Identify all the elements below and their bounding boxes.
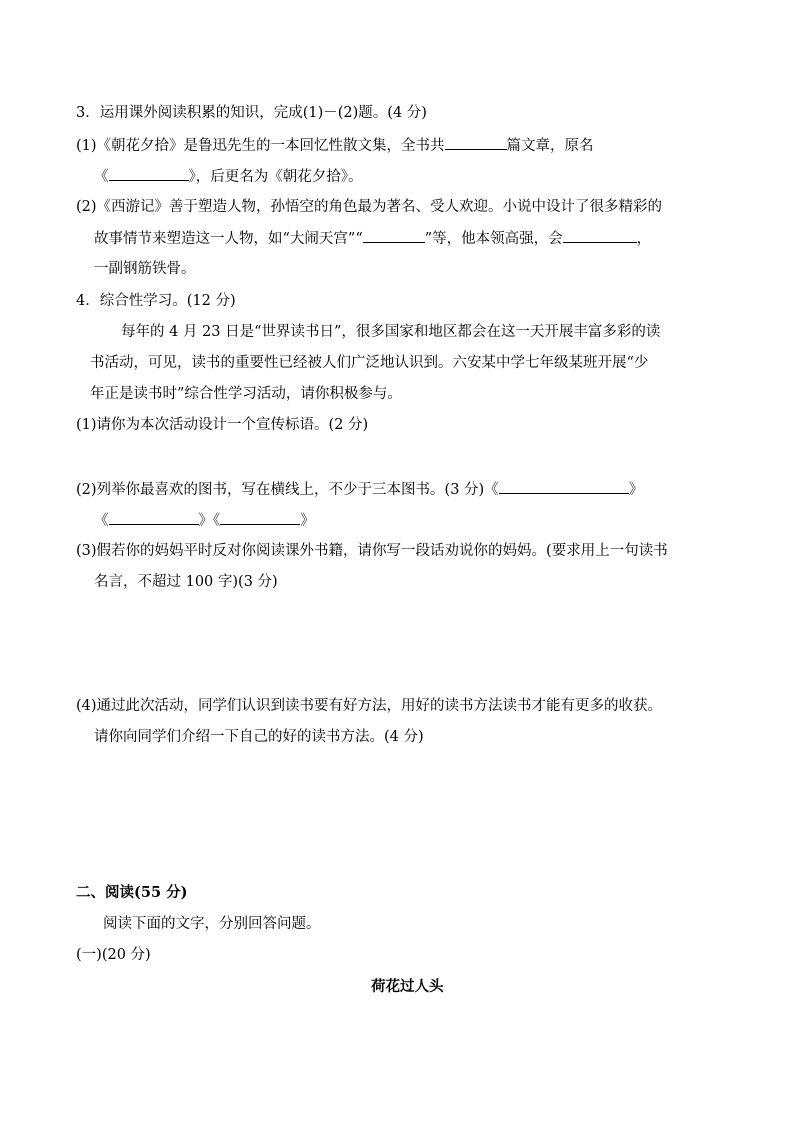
question-4-intro-line-3: 年正是读书时”综合性学习活动，请你积极参与。: [90, 386, 402, 402]
question-4-intro-line-1: 每年的 4 月 23 日是“世界读书日”，很多国家和地区都会在这一天开展丰富多彩的读: [121, 324, 661, 340]
question-4-part-4-line-2: 请你向同学们介绍一下自己的好的读书方法。(4 分): [94, 729, 424, 745]
question-3-part-1-line-1: [76, 135, 594, 156]
question-3-part-2-line-3: 一副钢筋铁骨。: [94, 261, 196, 277]
text: 》，后更名为《朝花夕拾》。: [188, 169, 363, 185]
article-title: 荷花过人头: [371, 978, 444, 995]
book-blank-1[interactable]: [499, 479, 629, 494]
section-2-title: 二、阅读(55 分): [76, 884, 188, 901]
fill-blank[interactable]: [363, 228, 425, 243]
question-4-part-2-line-2: [94, 510, 315, 531]
text: ”等，他本领高强，会: [424, 231, 563, 247]
fill-blank[interactable]: [109, 166, 189, 181]
section-2-instruction: 阅读下面的文字，分别回答问题。: [103, 916, 321, 932]
text: 《: [94, 169, 109, 185]
text: (2)列举你最喜欢的图书，写在横线上，不少于三本图书。(3 分)《: [76, 482, 499, 498]
book-blank-2[interactable]: [109, 510, 199, 525]
question-4-part-3-line-2: 名言，不超过 100 字)(3 分): [94, 574, 278, 590]
question-3-part-2-line-2: [94, 228, 651, 249]
question-4-part-2-line-1: [76, 479, 643, 500]
text: 》: [628, 482, 644, 498]
question-3-part-2-line-1: (2)《西游记》善于塑造人物，孙悟空的角色最为著名、受人欢迎。小说中设计了很多精彩的: [76, 199, 663, 215]
text: ，: [636, 231, 652, 247]
text: 》《: [198, 513, 221, 529]
question-3-part-1-line-2: [94, 166, 363, 187]
text: (1)《朝花夕拾》是鲁迅先生的一本回忆性散文集，全书共: [76, 138, 445, 154]
question-4-part-1: (1)请你为本次活动设计一个宣传标语。(2 分): [76, 417, 369, 433]
question-4-part-3-line-1: (3)假若你的妈妈平时反对你阅读课外书籍，请你写一段话劝说你的妈妈。(要求用上一句读书: [76, 543, 668, 559]
text: 故事情节来塑造这一人物，如“大闹天宫”“: [94, 231, 363, 247]
question-4-intro-line-2: 书活动，可见，读书的重要性已经被人们广泛地认识到。六安某中学七年级某班开展“少: [90, 355, 649, 371]
text: 《: [94, 513, 109, 529]
fill-blank[interactable]: [563, 228, 637, 243]
question-3-title: 3．运用课外阅读积累的知识，完成(1)－(2)题。(4 分): [76, 105, 427, 121]
question-4-title: 4．综合性学习。(12 分): [76, 293, 236, 309]
section-2-part-label: (一)(20 分): [76, 947, 151, 963]
fill-blank[interactable]: [445, 135, 507, 150]
book-blank-3[interactable]: [220, 510, 300, 525]
text: 》: [300, 513, 315, 529]
question-4-part-4-line-1: (4)通过此次活动，同学们认识到读书要有好方法，用好的读书方法读书才能有更多的收获。: [76, 698, 663, 714]
text: 篇文章，原名: [506, 138, 594, 154]
